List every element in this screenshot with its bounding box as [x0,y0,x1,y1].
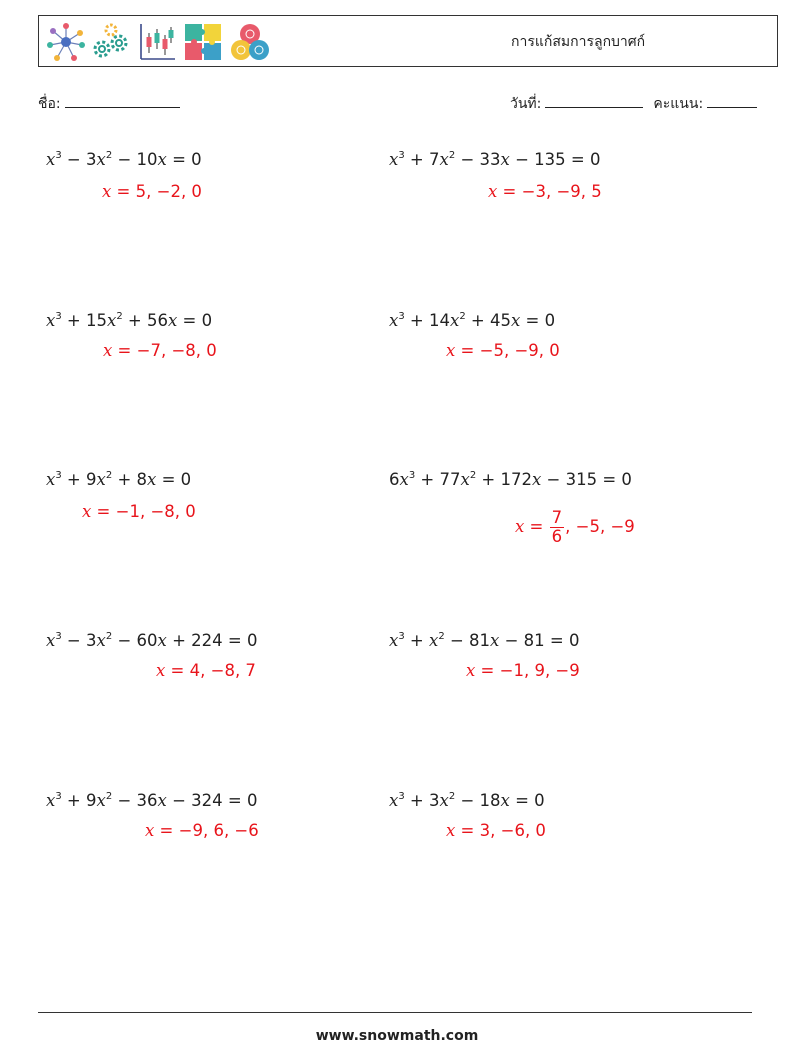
numbered-circles-icon [229,21,271,63]
variable: x [46,631,56,650]
exponent: 3 [55,470,62,481]
answer-variable: x [446,341,456,360]
puzzle-icon [183,21,223,63]
equation-term: + [404,631,430,650]
equation-term: + 45 [465,311,511,330]
variable: x [439,791,449,810]
problem-equation [389,150,600,170]
equation-term: = 0 [509,791,545,810]
equation-term: − 81 [444,631,491,650]
date-blank [545,93,643,108]
problem-equation [389,470,632,490]
variable: x [157,791,167,810]
equation-term: − 135 = 0 [509,150,601,169]
footer-divider [38,1012,752,1013]
exponent: 2 [459,311,466,322]
variable: x [532,470,542,489]
equation-term: − 60 [112,631,158,650]
answer-variable: x [102,182,112,201]
equation-term: + 14 [404,311,450,330]
exponent: 3 [398,150,405,161]
problem-equation [46,791,257,811]
exponent: 3 [408,470,416,481]
variable: x [46,311,56,330]
equation-term: − 18 [455,791,501,810]
problem-answer [145,821,259,841]
equation-term: + 8 [112,470,148,489]
exponent: 2 [448,150,456,161]
problem-answer [102,182,202,202]
equation-term: − 3 [61,150,97,169]
equation-term: + 77 [415,470,461,489]
equation-term: = 0 [166,150,202,169]
variable: x [46,791,56,810]
variable: x [389,311,399,330]
answer-variable: x [446,821,456,840]
fraction-numerator: 7 [551,508,563,527]
equation-term: = 0 [177,311,213,330]
problem-answer [156,661,256,681]
worksheet-header [38,15,778,67]
variable: x [96,791,106,810]
equation-term: + 9 [61,470,97,489]
network-icon [45,21,87,63]
exponent: 2 [105,150,113,161]
exponent: 3 [55,631,62,642]
problem-equation [46,470,191,490]
exponent: 3 [398,631,405,642]
equation-term: − 81 = 0 [499,631,580,650]
problem-answer [446,821,546,841]
answer-variable: x [156,661,166,680]
variable: x [147,470,157,489]
exponent: 2 [448,791,456,802]
chart-icon [137,21,177,63]
equation-term: + 7 [404,150,440,169]
answer-equals: = [524,517,549,536]
equation-term: 6 [389,470,400,489]
problem-answer [82,502,196,522]
variable: x [389,791,399,810]
variable: x [96,150,106,169]
problem-equation [46,150,202,170]
answer-variable: x [515,517,525,536]
variable: x [500,150,510,169]
problem-answer [103,341,217,361]
equation-term: + 3 [404,791,440,810]
problem-equation [389,791,545,811]
problem-answer [446,341,560,361]
exponent: 3 [55,311,62,322]
exponent: 2 [469,470,477,481]
equation-term: − 36 [112,791,158,810]
equation-term: + 15 [61,311,107,330]
variable: x [96,470,106,489]
answer-variable: x [145,821,155,840]
exponent: 2 [105,791,113,802]
problem-equation [46,311,212,331]
equation-term: − 33 [455,150,501,169]
problem-equation [46,631,257,651]
answer-variable: x [82,502,92,521]
answer-fraction [550,509,565,546]
variable: x [46,150,56,169]
variable: x [429,631,439,650]
variable: x [96,631,106,650]
worksheet-title: การแก้สมการลูกบาศก์ [511,34,646,50]
equation-term: − 315 = 0 [541,470,632,489]
name-field [38,93,180,114]
variable: x [490,631,500,650]
answer-variable: x [103,341,113,360]
exponent: 3 [398,791,405,802]
fraction-denominator: 6 [551,527,563,546]
answer-values: = −1, −8, 0 [91,502,196,521]
answer-values: = 4, −8, 7 [165,661,256,680]
exponent: 2 [105,470,113,481]
equation-term: + 9 [61,791,97,810]
name-blank [65,93,180,108]
exponent: 3 [55,150,62,161]
variable: x [157,150,167,169]
equation-term: = 0 [520,311,556,330]
answer-values: = 3, −6, 0 [455,821,546,840]
variable: x [389,150,399,169]
answer-values: = −9, 6, −6 [154,821,259,840]
variable: x [168,311,178,330]
variable: x [460,470,470,489]
answer-values: = −3, −9, 5 [497,182,602,201]
equation-term: − 3 [61,631,97,650]
equation-term: = 0 [156,470,192,489]
gears-icon [91,21,131,63]
date-score-fields [510,93,757,114]
answer-values: , −5, −9 [565,517,635,536]
variable: x [439,150,449,169]
answer-variable: x [488,182,498,201]
answer-values: = −7, −8, 0 [112,341,217,360]
problem-equation [389,631,579,651]
name-label: ชื่อ: [38,96,61,112]
variable: x [157,631,167,650]
answer-variable: x [466,661,476,680]
equation-term: − 10 [112,150,158,169]
variable: x [46,470,56,489]
problem-answer [466,661,580,681]
variable: x [107,311,117,330]
answer-values: = −5, −9, 0 [455,341,560,360]
problem-equation [389,311,555,331]
answer-values: = −1, 9, −9 [475,661,580,680]
answer-values: = 5, −2, 0 [111,182,202,201]
score-blank [707,93,757,108]
variable: x [500,791,510,810]
equation-term: + 224 = 0 [166,631,258,650]
variable: x [450,311,460,330]
variable: x [389,631,399,650]
date-label: วันที่: [510,96,542,112]
problem-answer [488,182,602,202]
footer-url: www.snowmath.com [315,1028,479,1044]
problem-answer [515,509,635,546]
exponent: 2 [105,631,113,642]
equation-term: − 324 = 0 [166,791,258,810]
variable: x [399,470,409,489]
equation-term: + 172 [476,470,532,489]
exponent: 2 [438,631,445,642]
exponent: 3 [398,311,405,322]
variable: x [511,311,521,330]
score-label: คะแนน: [653,96,704,112]
exponent: 3 [55,791,62,802]
exponent: 2 [116,311,123,322]
equation-term: + 56 [122,311,168,330]
